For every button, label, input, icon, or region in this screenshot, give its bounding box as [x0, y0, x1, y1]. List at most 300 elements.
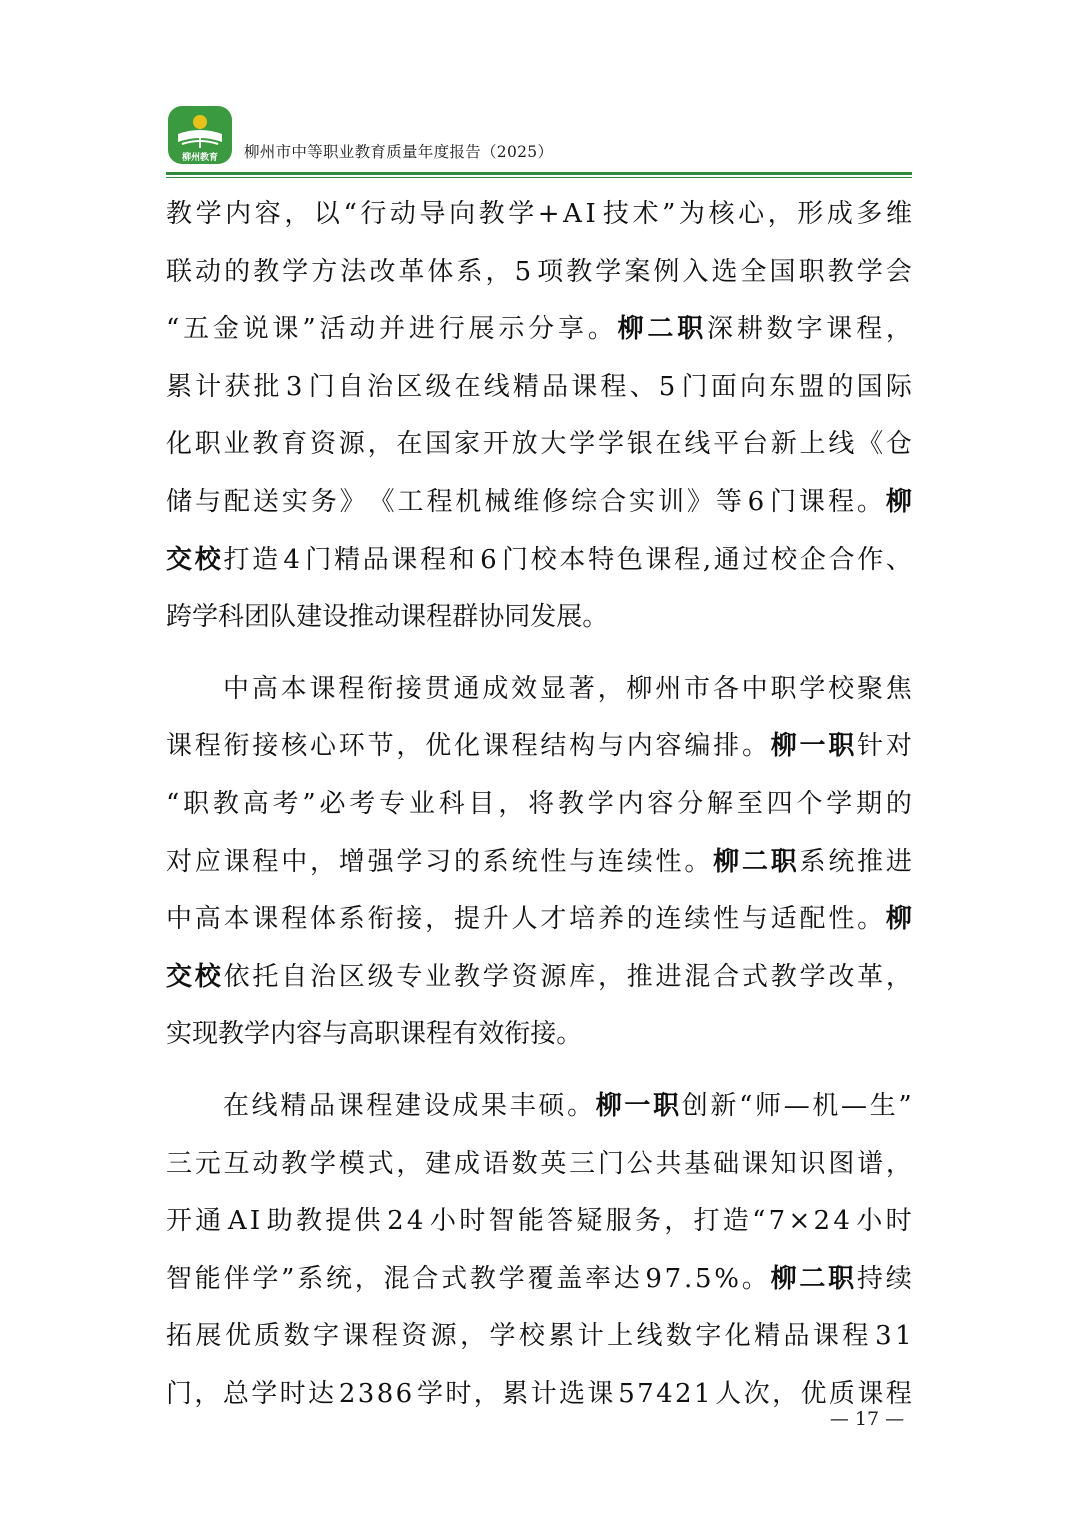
text-char: 实 [166, 1019, 193, 1050]
text-char: 形 [797, 199, 824, 229]
text-char: 学 [309, 1148, 336, 1179]
text-char: 教 [478, 199, 505, 229]
text-char: 衔 [223, 731, 250, 762]
text-char: 程 [856, 314, 883, 345]
text-char: 、 [629, 371, 656, 402]
text-char: 课 [571, 371, 598, 402]
text-char: 识 [799, 1148, 826, 1179]
header-rule-thick [166, 172, 912, 175]
text-char: 》 [686, 486, 713, 517]
text-char: ” [302, 314, 316, 345]
text-line [166, 416, 912, 474]
text-char: 训 [657, 486, 684, 517]
text-char: 学 [195, 199, 222, 229]
text-char: 构 [569, 731, 596, 762]
text-line [166, 718, 912, 776]
text-char: 与 [741, 904, 768, 935]
text-char: 线 [251, 1090, 278, 1121]
text-char: 累 [502, 1378, 529, 1409]
text-char: — [783, 1090, 810, 1121]
text-char: 会 [885, 256, 912, 287]
text-char: 4 [406, 1206, 424, 1237]
text-char: 教 [253, 256, 280, 287]
text-char: 英 [540, 1148, 567, 1179]
text-char: 教 [218, 1019, 245, 1050]
text-char: 配 [223, 486, 250, 517]
text-char: 学 [252, 1263, 279, 1294]
text-char: 在 [655, 429, 682, 460]
text-char: 课 [857, 1378, 884, 1409]
text-char: 期 [856, 788, 883, 819]
text-char: 教 [252, 429, 279, 460]
school-name-char: 一 [799, 731, 826, 762]
text-char: 《 [857, 429, 884, 460]
text-char: I [585, 199, 596, 229]
text-char: 专 [379, 788, 406, 819]
text-char: 学 [856, 256, 883, 287]
text-char: 优 [425, 731, 452, 762]
paragraph-gap [166, 647, 912, 661]
text-char: 程 [371, 1321, 398, 1352]
text-char: 国 [425, 429, 452, 460]
text-char: “ [752, 1206, 766, 1237]
text-char: 公 [626, 1148, 653, 1179]
text-char: 源 [338, 429, 365, 460]
text-char: 础 [713, 1148, 740, 1179]
text-char: 对 [885, 731, 912, 762]
text-char: ， [396, 731, 423, 762]
text-char: 程 [426, 1019, 453, 1050]
text-char: 通 [453, 673, 480, 704]
text-line [166, 359, 912, 417]
text-char: 达 [308, 1378, 335, 1409]
text-char: 活 [319, 314, 346, 345]
text-char: 教 [827, 256, 854, 287]
text-char: 务 [310, 486, 337, 517]
text-char: 衔 [504, 1019, 531, 1050]
text-char: 计 [195, 371, 222, 402]
paragraph [166, 1078, 912, 1424]
text-char: 排 [713, 731, 740, 762]
text-char: 示 [498, 314, 525, 345]
school-name-char: 职 [677, 314, 704, 345]
text-char: 服 [605, 1206, 632, 1237]
school-name-char: 柳 [770, 731, 797, 762]
text-char: 资 [401, 1321, 428, 1352]
text-char: 式 [441, 1263, 468, 1294]
text-char: 学 [597, 429, 624, 460]
text-char: 例 [653, 256, 680, 287]
text-char: 工 [397, 486, 424, 517]
school-name-char: 职 [770, 846, 797, 877]
text-char: 享 [557, 314, 584, 345]
text-char: 法 [340, 256, 367, 287]
text-char: 性 [540, 846, 567, 877]
text-char: 学 [489, 1321, 516, 1352]
text-line [166, 661, 912, 719]
text-char: 设 [322, 602, 349, 633]
text-char: 共 [655, 1148, 682, 1179]
text-char: 互 [223, 1148, 250, 1179]
text-char: 数 [511, 1148, 538, 1179]
text-char: 答 [547, 1206, 574, 1237]
text-char: 有 [452, 1019, 479, 1050]
text-char: 质 [254, 1321, 281, 1352]
text-char: 推 [857, 846, 884, 877]
text-char: 三 [569, 1148, 596, 1179]
text-char: ， [885, 961, 912, 992]
text-char: 4 [833, 1206, 850, 1237]
text-char: 系 [297, 1263, 324, 1294]
text-char: 次 [743, 1378, 770, 1409]
text-char: 耕 [736, 314, 763, 345]
text-char: 考 [272, 788, 299, 819]
text-char: 深 [707, 314, 734, 345]
text-char: 色 [616, 544, 643, 575]
text-char: 9 [645, 1263, 662, 1294]
text-char: 将 [528, 788, 555, 819]
text-char: 展 [468, 314, 495, 345]
text-char: 。 [582, 602, 609, 633]
text-char: 向 [449, 199, 476, 229]
header-rule-thin [166, 177, 912, 178]
text-char: 成 [482, 673, 509, 704]
text-char: 校 [530, 544, 557, 575]
text-char: 职 [374, 1019, 401, 1050]
text-char: 校 [828, 673, 855, 704]
text-char: 中 [281, 846, 308, 877]
text-char: 现 [192, 1019, 219, 1050]
text-char: 课 [342, 1321, 369, 1352]
text-char: 课 [309, 673, 336, 704]
text-char: 大 [540, 429, 567, 460]
text-char: 革 [398, 256, 425, 287]
text-char: 区 [338, 961, 365, 992]
school-name-char: 交 [166, 544, 193, 575]
text-char: 基 [684, 1148, 711, 1179]
text-char: 维 [513, 486, 540, 517]
text-char: 系 [456, 256, 483, 287]
text-char: ， [354, 1263, 381, 1294]
text-char: 方 [311, 256, 338, 287]
text-char: 《 [368, 486, 395, 517]
text-char: 化 [724, 1321, 751, 1352]
text-char: 和 [448, 544, 475, 575]
text-char: 人 [715, 1378, 742, 1409]
text-char: 5 [514, 256, 532, 287]
text-char: 动 [374, 602, 401, 633]
text-char: 合 [713, 961, 740, 992]
text-char: 教 [770, 961, 797, 992]
text-char: 家 [453, 429, 480, 460]
text-char: 进 [885, 846, 912, 877]
text-char: I [249, 1206, 261, 1237]
text-char: 导 [419, 199, 446, 229]
text-char: 特 [588, 544, 615, 575]
text-char: 州 [655, 673, 682, 704]
text-char: 。 [556, 1019, 583, 1050]
text-char: 造 [722, 1206, 749, 1237]
text-char: ， [597, 673, 624, 704]
text-char: 。 [741, 1263, 768, 1294]
school-name-char: 校 [194, 544, 221, 575]
text-char: 队 [270, 602, 297, 633]
text-char: 效 [511, 673, 538, 704]
text-char: 门 [597, 1148, 624, 1179]
text-char: 源 [540, 961, 567, 992]
school-name-char: 柳 [713, 846, 740, 877]
text-char: 持 [856, 1263, 883, 1294]
text-char: 群 [452, 602, 479, 633]
text-char: 应 [194, 846, 221, 877]
text-char: 治 [367, 371, 394, 402]
text-char: % [714, 1263, 740, 1294]
text-char: 习 [425, 846, 452, 877]
text-char: 动 [349, 314, 376, 345]
text-char: 续 [684, 904, 711, 935]
text-char: 学 [595, 256, 622, 287]
text-char: 著 [568, 673, 595, 704]
text-line [166, 834, 912, 892]
text-char: 2 [338, 1378, 356, 1409]
text-char: 中 [166, 904, 193, 935]
text-line [166, 532, 912, 590]
text-char: 等 [715, 486, 742, 517]
text-char: 的 [453, 846, 480, 877]
text-char: 衔 [367, 904, 394, 935]
paragraph-gap [166, 1064, 912, 1078]
text-char: ， [473, 1378, 500, 1409]
text-char: 校 [518, 1321, 545, 1352]
text-char: 6 [747, 486, 765, 517]
school-name-char: 柳 [885, 904, 912, 935]
text-char: 课 [482, 731, 509, 762]
text-char: A [563, 199, 582, 229]
text-char: 品 [362, 544, 389, 575]
text-char: “ [166, 788, 180, 819]
text-char: ， [885, 314, 912, 345]
text-char: 推 [626, 961, 653, 992]
text-char: 效 [478, 1019, 505, 1050]
text-char: 作 [857, 544, 884, 575]
text-char: 小 [429, 1206, 456, 1237]
text-char: + [537, 199, 560, 229]
text-char: 银 [626, 429, 653, 460]
text-char: 1 [693, 1378, 711, 1409]
text-char: 程 [420, 544, 447, 575]
text-char: 学 [416, 1378, 443, 1409]
text-char: 程 [511, 731, 538, 762]
text-char: 课 [400, 1019, 427, 1050]
text-char: 治 [309, 961, 336, 992]
text-char: 7 [637, 1378, 654, 1409]
text-char: 元 [194, 1148, 221, 1179]
text-char: 新 [770, 429, 797, 460]
text-char: 高 [251, 673, 278, 704]
text-char: 行 [438, 314, 465, 345]
text-char: 台 [741, 429, 768, 460]
text-char: 教 [281, 1148, 308, 1179]
text-char: 为 [678, 199, 705, 229]
text-char: 案 [624, 256, 651, 287]
text-char: 生 [869, 1090, 896, 1121]
text-char: 8 [376, 1378, 394, 1409]
text-line [166, 1193, 912, 1251]
text-char: 覆 [527, 1263, 554, 1294]
text-char: 打 [223, 544, 250, 575]
text-char: 累 [548, 1321, 575, 1352]
text-char: 个 [796, 788, 823, 819]
text-char: 协 [478, 602, 505, 633]
text-char: 维 [885, 199, 912, 229]
text-char: 高 [194, 904, 221, 935]
text-char: 谱 [857, 1148, 884, 1179]
text-char: 在 [396, 429, 423, 460]
text-char: 修 [542, 486, 569, 517]
text-char: 贯 [424, 673, 451, 704]
text-char: 硕 [538, 1090, 565, 1121]
text-char: 统 [325, 1263, 352, 1294]
text-char: 级 [367, 961, 394, 992]
logo-icon [166, 104, 234, 166]
text-char: 总 [222, 1378, 249, 1409]
text-char: 程 [366, 1090, 393, 1121]
text-char: 续 [885, 1263, 912, 1294]
text-char: 改 [369, 256, 396, 287]
text-char: 创 [681, 1090, 708, 1121]
text-char: 职 [770, 673, 797, 704]
text-char: 跨 [166, 602, 193, 633]
text-char: — [841, 1090, 868, 1121]
text-char: 学 [251, 1378, 278, 1409]
text-char: 至 [736, 788, 763, 819]
text-char: 团 [244, 602, 271, 633]
text-char: 式 [367, 1148, 394, 1179]
text-char: 显 [539, 673, 566, 704]
text-char: 配 [799, 904, 826, 935]
text-line [166, 1136, 912, 1194]
text-char: 合 [412, 1263, 439, 1294]
logo-text: 柳州教育 [181, 153, 219, 163]
text-char: 小 [856, 1206, 883, 1237]
text-char: 升 [482, 904, 509, 935]
text-char: 程 [426, 486, 453, 517]
text-char: 化 [166, 429, 193, 460]
text-char: A [227, 1206, 247, 1237]
text-char: 容 [254, 199, 281, 229]
text-char: 门 [308, 371, 335, 402]
text-char: 性 [713, 904, 740, 935]
text-char: 的 [224, 256, 251, 287]
text-char: 课 [741, 1148, 768, 1179]
text-char: 发 [530, 602, 557, 633]
text-line [166, 301, 912, 359]
text-char: 拓 [166, 1321, 193, 1352]
text-char: 时 [459, 1206, 486, 1237]
text-char: 计 [577, 1321, 604, 1352]
text-char: “ [739, 1090, 753, 1121]
text-char: 线 [684, 429, 711, 460]
text-char: 区 [396, 371, 423, 402]
text-char: 智 [488, 1206, 515, 1237]
text-char: 与 [569, 846, 596, 877]
text-char: 数 [283, 1321, 310, 1352]
text-char: × [788, 1206, 811, 1237]
text-char: 课 [166, 731, 193, 762]
text-char: 7 [664, 1263, 682, 1294]
text-char: 2 [675, 1378, 692, 1409]
text-line [166, 1078, 912, 1136]
text-char: 学 [587, 788, 614, 819]
text-char: 成 [826, 199, 853, 229]
text-char: 心 [738, 199, 765, 229]
text-char: 线 [828, 429, 855, 460]
text-char: 丰 [509, 1090, 536, 1121]
text-char: 字 [796, 314, 823, 345]
text-char: 式 [741, 961, 768, 992]
text-char: 教 [453, 961, 480, 992]
text-char: 课 [799, 486, 826, 517]
text-char: 高 [348, 1019, 375, 1050]
text-char: 选 [711, 256, 738, 287]
text-char: 5 [618, 1378, 635, 1409]
text-line [166, 949, 912, 1007]
text-char: 焦 [885, 673, 912, 704]
text-char: 课 [812, 1321, 839, 1352]
text-char: 五 [183, 314, 210, 345]
text-char: 国 [769, 256, 796, 287]
text-char: 企 [799, 544, 826, 575]
text-char: 课 [252, 904, 279, 935]
text-char: 建 [296, 602, 323, 633]
text-char: 续 [626, 846, 653, 877]
text-char: 建 [395, 1090, 422, 1121]
text-char: 的 [827, 371, 854, 402]
text-char: 门 [305, 544, 332, 575]
school-name-char: 柳 [770, 1263, 797, 1294]
text-char: 3 [875, 1321, 892, 1352]
school-name-char: 一 [624, 1090, 651, 1121]
text-char: 知 [770, 1148, 797, 1179]
text-char: 。 [567, 1090, 594, 1121]
text-char: ” [302, 788, 316, 819]
text-char: 心 [309, 731, 336, 762]
text-char: 进 [655, 961, 682, 992]
text-line [166, 244, 912, 302]
text-char: 化 [453, 731, 480, 762]
text-char: 5 [658, 371, 676, 402]
school-name-char: 二 [647, 314, 674, 345]
text-char: 门 [681, 371, 708, 402]
text-char: 7 [768, 1206, 786, 1237]
text-char: 新 [710, 1090, 737, 1121]
school-name-char: 柳 [885, 486, 912, 517]
text-char: 程 [194, 731, 221, 762]
text-char: 5 [694, 1263, 712, 1294]
text-char: 学 [396, 846, 423, 877]
text-char: 机 [812, 1090, 839, 1121]
text-char: 中 [741, 673, 768, 704]
text-char: 接 [252, 731, 279, 762]
text-char: 多 [856, 199, 883, 229]
text-char: 学 [569, 429, 596, 460]
text-char: 核 [708, 199, 735, 229]
school-name-char: 校 [194, 961, 221, 992]
text-char: 能 [194, 1263, 221, 1294]
text-char: 节 [367, 731, 394, 762]
text-char: 课 [400, 602, 427, 633]
text-char: 柳 [626, 673, 653, 704]
